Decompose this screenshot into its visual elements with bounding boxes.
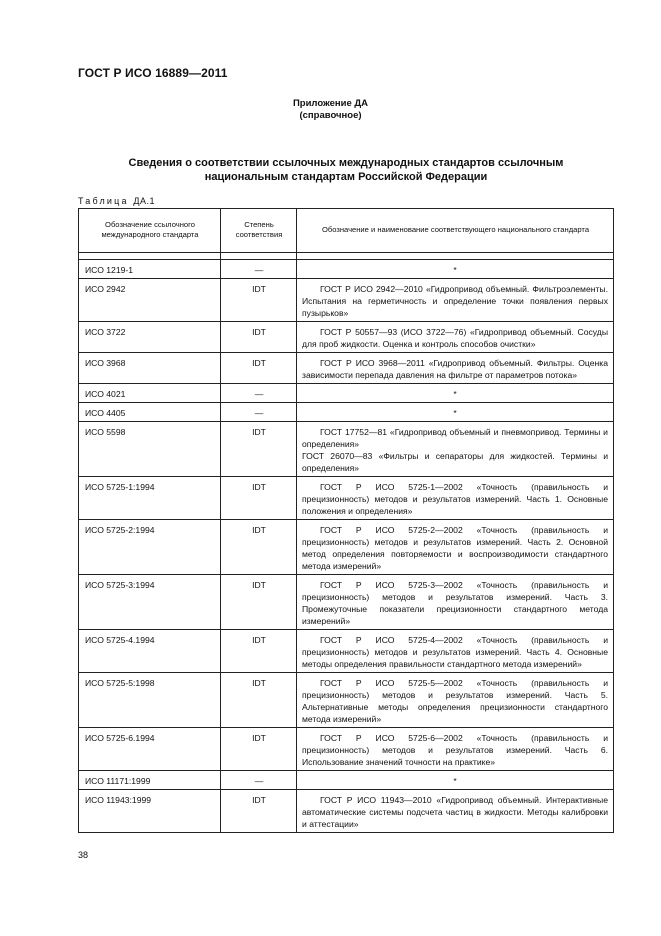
international-standard-code: ИСО 1219-1	[79, 260, 221, 279]
document-heading	[80, 156, 612, 184]
header-national-standard: Обозначение и наименование соответствующего национального стандарта	[297, 209, 614, 253]
national-standard-description	[297, 575, 614, 630]
national-standard-text: ГОСТ 17752—81 «Гидропривод объемный и пневмопривод. Термины и определения»	[302, 427, 608, 449]
table-row	[79, 630, 614, 673]
international-standard-code: ИСО 3968	[79, 353, 221, 384]
document-heading-line-2: национальным стандартам Российской Федерации	[204, 171, 488, 183]
international-standard-code: ИСО 5598	[79, 422, 221, 477]
table-row	[79, 790, 614, 833]
degree-of-correspondence: IDT	[221, 353, 297, 384]
international-standard-code: ИСО 5725-5:1998	[79, 673, 221, 728]
international-standard-code: ИСО 4405	[79, 403, 221, 422]
degree-of-correspondence: —	[221, 771, 297, 790]
correspondence-table	[78, 208, 614, 833]
national-standard-text: ГОСТ 26070—83 «Фильтры и сепараторы для жидкостей. Термины и определения»	[302, 451, 608, 473]
national-standard-text: ГОСТ Р ИСО 5725-3—2002 «Точность (правильность и прецизионность) методов и результатов измерений. Часть 3. Промежуточные показатели прецизионности стандартного метода измерений»	[302, 580, 608, 626]
international-standard-code: ИСО 5725-4.1994	[79, 630, 221, 673]
national-standard-text: ГОСТ Р ИСО 5725-1—2002 «Точность (правильность и прецизионность) методов и результатов измерений. Часть 1. Основные положения и определения»	[302, 482, 608, 516]
degree-of-correspondence: IDT	[221, 279, 297, 322]
international-standard-code: ИСО 4021	[79, 384, 221, 403]
national-standard-description	[297, 790, 614, 833]
table-row	[79, 384, 614, 403]
table-row	[79, 575, 614, 630]
table-header-row	[79, 209, 614, 253]
national-standard-text: ГОСТ Р ИСО 3968—2011 «Гидропривод объемный. Фильтры. Оценка зависимости перепада давления на фильтре от параметров потока»	[302, 358, 608, 380]
degree-of-correspondence: —	[221, 384, 297, 403]
degree-of-correspondence: IDT	[221, 728, 297, 771]
annex-title: Приложение ДА	[292, 98, 369, 109]
table-row	[79, 673, 614, 728]
national-standard-description	[297, 422, 614, 477]
degree-of-correspondence: IDT	[221, 673, 297, 728]
international-standard-code: ИСО 5725-6.1994	[79, 728, 221, 771]
national-standard-text: ГОСТ Р ИСО 5725-4—2002 «Точность (правильность и прецизионность) методов и результатов измерений. Часть 4. Основные методы определения правильности стандартного метода измерений»	[302, 635, 608, 669]
table-spacer-row	[79, 253, 614, 260]
national-standard-text: ГОСТ Р 50557—93 (ИСО 3722—76) «Гидропривод объемный. Сосуды для проб жидкости. Оценка и контроль способов очистки»	[302, 327, 608, 349]
table-row	[79, 322, 614, 353]
header-degree-of-correspondence: Степень соответствия	[221, 209, 297, 253]
degree-of-correspondence: —	[221, 403, 297, 422]
national-standard-description	[297, 322, 614, 353]
table-caption-number: ДА.1	[133, 196, 156, 206]
national-standard-description	[297, 728, 614, 771]
degree-of-correspondence: IDT	[221, 520, 297, 575]
international-standard-code: ИСО 11943:1999	[79, 790, 221, 833]
national-standard-description	[297, 520, 614, 575]
international-standard-code: ИСО 5725-3:1994	[79, 575, 221, 630]
national-standard-description	[297, 260, 614, 279]
table-row	[79, 279, 614, 322]
table-row	[79, 260, 614, 279]
national-standard-text: *	[453, 265, 457, 275]
international-standard-code: ИСО 5725-1:1994	[79, 477, 221, 520]
degree-of-correspondence: IDT	[221, 477, 297, 520]
national-standard-text: ГОСТ Р ИСО 5725-2—2002 «Точность (правильность и прецизионность) методов и результатов измерений. Часть 2. Основной метод определения повторяемости и воспроизводимости стандартного метода измерений»	[302, 525, 608, 571]
national-standard-text: ГОСТ Р ИСО 11943—2010 «Гидропривод объемный. Интерактивные автоматические системы подсчета частиц в жидкости. Методы калибровки и аттестации»	[302, 795, 608, 829]
table-row	[79, 728, 614, 771]
national-standard-text: ГОСТ Р ИСО 5725-5—2002 «Точность (правильность и прецизионность) методов и результатов измерений. Часть 5. Альтернативные методы определения прецизионности стандартного метода измерений»	[302, 678, 608, 724]
annex-title-block	[0, 98, 661, 122]
degree-of-correspondence: IDT	[221, 322, 297, 353]
table-caption	[78, 196, 155, 206]
international-standard-code: ИСО 5725-2:1994	[79, 520, 221, 575]
annex-subtitle: (справочное)	[299, 110, 362, 121]
national-standard-text: *	[453, 389, 457, 399]
document-heading-line-1: Сведения о соответствии ссылочных международных стандартов ссылочным	[128, 157, 564, 169]
table-row	[79, 403, 614, 422]
degree-of-correspondence: IDT	[221, 575, 297, 630]
national-standard-description	[297, 673, 614, 728]
table-row	[79, 477, 614, 520]
national-standard-description	[297, 403, 614, 422]
table-row	[79, 422, 614, 477]
header-international-standard: Обозначение ссылочного международного стандарта	[79, 209, 221, 253]
national-standard-text: ГОСТ Р ИСО 2942—2010 «Гидропривод объемный. Фильтроэлементы. Испытания на герметичность и определение точки появления первых пузырьков»	[302, 284, 608, 318]
table-row	[79, 520, 614, 575]
national-standard-text: *	[453, 408, 457, 418]
degree-of-correspondence: IDT	[221, 790, 297, 833]
international-standard-code: ИСО 2942	[79, 279, 221, 322]
national-standard-description	[297, 477, 614, 520]
table-caption-label: Таблица	[78, 196, 129, 206]
international-standard-code: ИСО 11171:1999	[79, 771, 221, 790]
table-body	[79, 253, 614, 833]
national-standard-description	[297, 279, 614, 322]
page-number: 38	[78, 850, 89, 860]
degree-of-correspondence: IDT	[221, 630, 297, 673]
international-standard-code: ИСО 3722	[79, 322, 221, 353]
national-standard-description	[297, 353, 614, 384]
document-id: ГОСТ Р ИСО 16889—2011	[78, 66, 228, 80]
national-standard-text: ГОСТ Р ИСО 5725-6—2002 «Точность (правильность и прецизионность) методов и результатов измерений. Часть 6. Использование значений точности на практике»	[302, 733, 608, 767]
degree-of-correspondence: —	[221, 260, 297, 279]
national-standard-text: *	[453, 776, 457, 786]
degree-of-correspondence: IDT	[221, 422, 297, 477]
national-standard-description	[297, 771, 614, 790]
national-standard-description	[297, 384, 614, 403]
table-row	[79, 771, 614, 790]
national-standard-description	[297, 630, 614, 673]
table-row	[79, 353, 614, 384]
